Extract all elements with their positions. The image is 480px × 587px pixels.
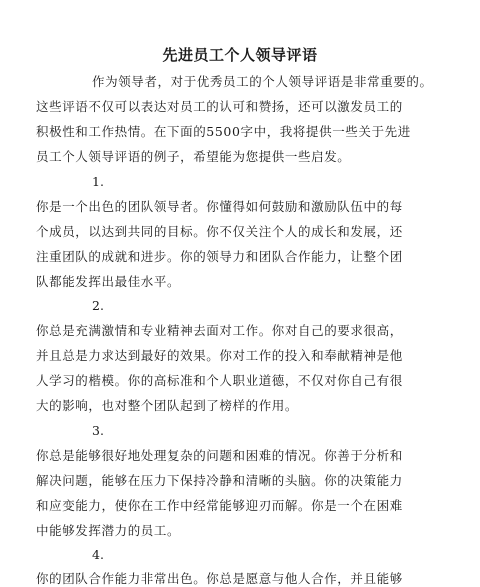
section-line: 你总是能够很好地处理复杂的问题和困难的情况。你善于分析和 (36, 448, 403, 463)
section-line: 你的团队合作能力非常出色。你总是愿意与他人合作，并且能够 (36, 571, 403, 586)
section-line: 队都能发挥出最佳水平。 (36, 274, 181, 289)
section-line: 你总是充满激情和专业精神去面对工作。你对自己的要求很高， (36, 323, 403, 338)
section-line: 并且总是力求达到最好的效果。你对工作的投入和奉献精神是他 (36, 348, 403, 363)
section-line: 注重团队的成就和进步。你的领导力和团队合作能力，让整个团 (36, 249, 403, 264)
section-line: 个成员，以达到共同的目标。你不仅关注个人的成长和发展，还 (36, 224, 403, 239)
intro-line: 积极性和工作热情。在下面的5500字中，我将提供一些关于先进 (36, 124, 411, 139)
intro-line: 员工个人领导评语的例子，希望能为您提供一些启发。 (36, 149, 351, 164)
section-line: 中能够发挥潜力的员工。 (36, 523, 181, 538)
section-line: 解决问题，能够在压力下保持冷静和清晰的头脑。你的决策能力 (36, 473, 403, 488)
section-line: 人学习的楷模。你的高标准和个人职业道德，不仅对你自己有很 (36, 373, 403, 388)
section-line: 你是一个出色的团队领导者。你懂得如何鼓励和激励队伍中的每 (36, 199, 403, 214)
document-title: 先进员工个人领导评语 (162, 46, 318, 64)
section-line: 大的影响，也对整个团队起到了榜样的作用。 (36, 398, 299, 413)
intro-line: 这些评语不仅可以表达对员工的认可和赞扬，还可以激发员工的 (36, 99, 403, 114)
intro-line: 作为领导者，对于优秀员工的个人领导评语是非常重要的。 (92, 74, 433, 89)
section-number: 3. (92, 423, 104, 438)
section-number: 2. (92, 298, 104, 313)
section-number: 1. (92, 174, 104, 189)
section-line: 和应变能力，使你在工作中经常能够迎刃而解。你是一个在困难 (36, 498, 403, 513)
section-number: 4. (92, 547, 104, 562)
